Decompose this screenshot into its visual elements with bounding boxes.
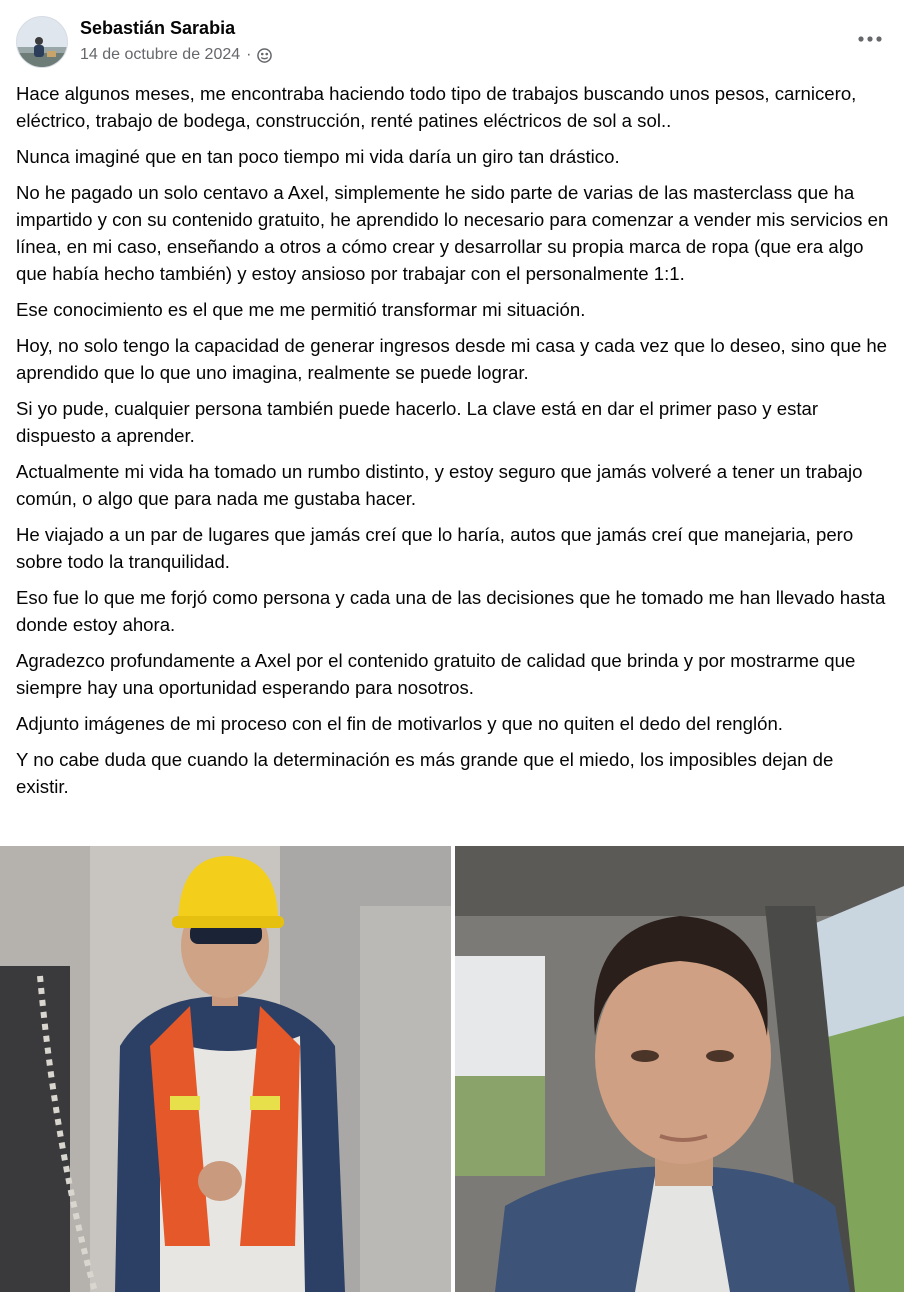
post-paragraph: Nunca imaginé que en tan poco tiempo mi vida daría un giro tan drástico. — [16, 146, 620, 167]
post-date[interactable]: 14 de octubre de 2024 — [80, 46, 241, 63]
post-meta — [80, 46, 272, 64]
globe-icon[interactable] — [257, 48, 272, 63]
post-paragraph: Agradezco profundamente a Axel por el contenido gratuito de calidad que brinda y por mostrarme que siempre hay una oportunidad esperando para nosotros. — [16, 650, 856, 698]
post-body — [16, 80, 890, 809]
post-paragraph: Hoy, no solo tengo la capacidad de generar ingresos desde mi casa y cada vez que lo deseo, sino que he aprendido que lo que uno imagina, realmente se puede lograr. — [16, 335, 888, 383]
construction-worker-image — [0, 846, 451, 1292]
more-options-button[interactable] — [852, 24, 888, 54]
avatar-image — [17, 17, 68, 68]
post-paragraph: Si yo pude, cualquier persona también puede hacerlo. La clave está en dar el primer paso y estar dispuesto a aprender. — [16, 398, 819, 446]
post-paragraph: Ese conocimiento es el que me me permitió transformar mi situación. — [16, 299, 586, 320]
post-paragraph: He viajado a un par de lugares que jamás creí que lo haría, autos que jamás creí que manejaria, pero sobre todo la tranquilidad. — [16, 524, 854, 572]
post-paragraph: Eso fue lo que me forjó como persona y cada una de las decisiones que he tomado me han llevado hasta donde estoy ahora. — [16, 587, 886, 635]
post-photos — [0, 846, 904, 1292]
post-paragraph: No he pagado un solo centavo a Axel, simplemente he sido parte de varias de las masterclass que ha impartido y con su contenido gratuito, he aprendido lo necesario para comenzar a vender mis servicios en línea, en mi caso, enseñando a otros a cómo crear y desarrollar su propia marca de ropa (que era algo que había hecho también) y estoy ansioso por trabajar con el personalmente 1:1. — [16, 182, 889, 284]
post-paragraph: Adjunto imágenes de mi proceso con el fin de motivarlos y que no quiten el dedo del renglón. — [16, 713, 783, 734]
post-paragraph: Hace algunos meses, me encontraba haciendo todo tipo de trabajos buscando unos pesos, carnicero, eléctrico, trabajo de bodega, construcción, renté patines eléctricos de sol a sol.. — [16, 83, 857, 131]
author-name[interactable]: Sebastián Sarabia — [80, 18, 236, 38]
construction-worker-photo[interactable] — [0, 846, 451, 1292]
post-paragraph: Actualmente mi vida ha tomado un rumbo distinto, y estoy seguro que jamás volveré a tener un trabajo común, o algo que para nada me gustaba hacer. — [16, 461, 863, 509]
car-selfie-image — [455, 846, 904, 1292]
author-avatar[interactable] — [16, 16, 68, 68]
post-paragraph: Y no cabe duda que cuando la determinación es más grande que el miedo, los imposibles dejan de existir. — [16, 749, 834, 797]
post-header — [16, 16, 888, 70]
more-options-icon — [858, 35, 882, 43]
car-selfie-photo[interactable] — [455, 846, 904, 1292]
meta-separator: · — [246, 46, 252, 63]
